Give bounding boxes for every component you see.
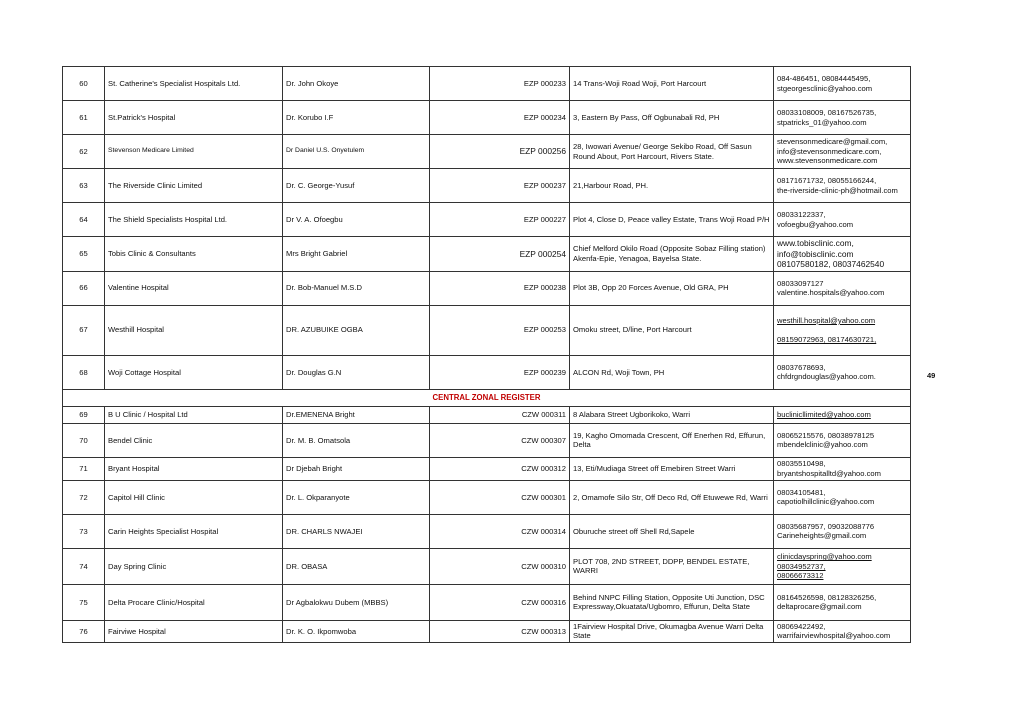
doctor-name: Dr. M. B. Omatsola xyxy=(283,423,430,457)
hospital-name: Bryant Hospital xyxy=(105,457,283,480)
registration-number: EZP 000237 xyxy=(430,169,570,203)
row-number: 75 xyxy=(63,584,105,620)
registration-number: CZW 000312 xyxy=(430,457,570,480)
row-number: 66 xyxy=(63,271,105,305)
row-number: 64 xyxy=(63,203,105,237)
contact: 08035687957, 09032088776 Carineheights@gmail.com xyxy=(774,514,911,548)
row-number: 67 xyxy=(63,305,105,355)
table-row xyxy=(63,514,911,548)
row-number: 73 xyxy=(63,514,105,548)
table-row xyxy=(63,169,911,203)
address: 19, Kagho Omomada Crescent, Off Enerhen Rd, Effurun, Delta xyxy=(570,423,774,457)
contact: 08164526598, 08128326256, deltaprocare@gmail.com xyxy=(774,584,911,620)
page-number: 49 xyxy=(927,371,936,380)
table-row xyxy=(63,237,911,272)
hospital-name: The Shield Specialists Hospital Ltd. xyxy=(105,203,283,237)
contact: 08035510498, bryantshospitalltd@yahoo.com xyxy=(774,457,911,480)
contact: 08037678693, chfdrgndouglas@yahoo.com. xyxy=(774,355,911,389)
address: 1Fairview Hospital Drive, Okumagba Avenue Warri Delta State xyxy=(570,620,774,642)
registration-number: CZW 000313 xyxy=(430,620,570,642)
registration-number: EZP 000256 xyxy=(430,135,570,169)
table-row xyxy=(63,355,911,389)
hospital-name: St.Patrick's Hospital xyxy=(105,101,283,135)
row-number: 72 xyxy=(63,480,105,514)
table-row xyxy=(63,457,911,480)
table-row xyxy=(63,584,911,620)
doctor-name: Dr. Bob-Manuel M.S.D xyxy=(283,271,430,305)
hospital-name: Bendel Clinic xyxy=(105,423,283,457)
row-number: 69 xyxy=(63,406,105,423)
table-row xyxy=(63,271,911,305)
address: 14 Trans-Woji Road Woji, Port Harcourt xyxy=(570,67,774,101)
registration-number: CZW 000314 xyxy=(430,514,570,548)
contact: www.tobisclinic.com, info@tobisclinic.com 08107580182, 08037462540 xyxy=(774,237,911,272)
registration-number: EZP 000227 xyxy=(430,203,570,237)
contact-email-link[interactable]: buclinicllimited@yahoo.com xyxy=(774,406,911,423)
registration-number: CZW 000310 xyxy=(430,548,570,584)
hospital-name: Tobis Clinic & Consultants xyxy=(105,237,283,272)
doctor-name: Mrs Bright Gabriel xyxy=(283,237,430,272)
contact-email-link[interactable]: westhill.hospital@yahoo.com xyxy=(777,315,876,325)
row-number: 71 xyxy=(63,457,105,480)
registration-number: CZW 000311 xyxy=(430,406,570,423)
contact: 08033108009, 08167526735, stpatricks_01@yahoo.com xyxy=(774,101,911,135)
address: Plot 4, Close D, Peace valley Estate, Trans Woji Road P/H xyxy=(570,203,774,237)
doctor-name: Dr Djebah Bright xyxy=(283,457,430,480)
doctor-name: Dr Agbalokwu Dubem (MBBS) xyxy=(283,584,430,620)
address: 21,Harbour Road, PH. xyxy=(570,169,774,203)
table-row xyxy=(63,101,911,135)
address: 8 Alabara Street Ugborikoko, Warri xyxy=(570,406,774,423)
doctor-name: Dr. John Okoye xyxy=(283,67,430,101)
doctor-name: Dr. K. O. Ikpomwoba xyxy=(283,620,430,642)
address: Oburuche street off Shell Rd,Sapele xyxy=(570,514,774,548)
hospital-name: Stevenson Medicare Limited xyxy=(105,135,283,169)
address: Omoku street, D/line, Port Harcourt xyxy=(570,305,774,355)
row-number: 74 xyxy=(63,548,105,584)
doctor-name: Dr.EMENENA Bright xyxy=(283,406,430,423)
hospital-name: B U Clinic / Hospital Ltd xyxy=(105,406,283,423)
registration-number: EZP 000239 xyxy=(430,355,570,389)
registration-number: CZW 000301 xyxy=(430,480,570,514)
table-row xyxy=(63,135,911,169)
doctor-name: Dr Daniel U.S. Onyetulem xyxy=(283,135,430,169)
contact: stevensonmedicare@gmail.com, info@stevensonmedicare.com, www.stevensonmedicare.com xyxy=(774,135,911,169)
row-number: 65 xyxy=(63,237,105,272)
row-number: 62 xyxy=(63,135,105,169)
address: ALCON Rd, Woji Town, PH xyxy=(570,355,774,389)
row-number: 76 xyxy=(63,620,105,642)
contact-email-link[interactable]: clinicdayspring@yahoo.com 08034952737, 08066673312 xyxy=(774,548,911,584)
address: 2, Omamofe Silo Str, Off Deco Rd, Off Etuwewe Rd, Warri xyxy=(570,480,774,514)
doctor-name: Dr. Douglas G.N xyxy=(283,355,430,389)
address: 28, Iwowari Avenue/ George Sekibo Road, Off Sasun Round About, Port Harcourt, Rivers State. xyxy=(570,135,774,169)
row-number: 63 xyxy=(63,169,105,203)
address: PLOT 708, 2ND STREET, DDPP, BENDEL ESTATE, WARRI xyxy=(570,548,774,584)
contact: 08069422492, warrifairviewhospital@yahoo.com xyxy=(774,620,911,642)
registration-number: EZP 000254 xyxy=(430,237,570,272)
hospital-name: Fairviwe Hospital xyxy=(105,620,283,642)
address: Chief Melford Okilo Road (Opposite Sobaz Filling station) Akenfa-Epie, Yenagoa, Bayelsa State. xyxy=(570,237,774,272)
row-number: 61 xyxy=(63,101,105,135)
registration-number: EZP 000233 xyxy=(430,67,570,101)
row-number: 60 xyxy=(63,67,105,101)
hospital-name: St. Catherine's Specialist Hospitals Ltd. xyxy=(105,67,283,101)
hospital-name: Delta Procare Clinic/Hospital xyxy=(105,584,283,620)
contact: 08065215576, 08038978125 mbendelclinic@yahoo.com xyxy=(774,423,911,457)
doctor-name: Dr V. A. Ofoegbu xyxy=(283,203,430,237)
section-header-row xyxy=(63,389,911,406)
table-row xyxy=(63,620,911,642)
table-row xyxy=(63,406,911,423)
register-table xyxy=(62,66,911,643)
hospital-name: The Riverside Clinic Limited xyxy=(105,169,283,203)
hospital-name: Carin Heights Specialist Hospital xyxy=(105,514,283,548)
address: Plot 3B, Opp 20 Forces Avenue, Old GRA, PH xyxy=(570,271,774,305)
doctor-name: DR. CHARLS NWAJEI xyxy=(283,514,430,548)
contact: 08034105481, capotiolhillclinic@yahoo.com xyxy=(774,480,911,514)
contact xyxy=(774,305,911,355)
hospital-name: Westhill Hospital xyxy=(105,305,283,355)
table-row xyxy=(63,480,911,514)
registration-number: EZP 000238 xyxy=(430,271,570,305)
doctor-name: Dr. Korubo I.F xyxy=(283,101,430,135)
contact: 08033097127 valentine.hospitals@yahoo.com xyxy=(774,271,911,305)
address: 13, Eti/Mudiaga Street off Emebiren Street Warri xyxy=(570,457,774,480)
address: Behind NNPC Filling Station, Opposite Uti Junction, DSC Expressway,Okuatata/Ugbomro, Effurun, Delta State xyxy=(570,584,774,620)
doctor-name: Dr. L. Okparanyote xyxy=(283,480,430,514)
address: 3, Eastern By Pass, Off Ogbunabali Rd, PH xyxy=(570,101,774,135)
row-number: 68 xyxy=(63,355,105,389)
hospital-name: Woji Cottage Hospital xyxy=(105,355,283,389)
section-title: CENTRAL ZONAL REGISTER xyxy=(63,389,911,406)
contact-phone: 08159072963, 08174630721, xyxy=(777,334,877,344)
table-row xyxy=(63,203,911,237)
registration-number: EZP 000253 xyxy=(430,305,570,355)
doctor-name: Dr. C. George-Yusuf xyxy=(283,169,430,203)
hospital-name: Day Spring Clinic xyxy=(105,548,283,584)
doctor-name: DR. OBASA xyxy=(283,548,430,584)
table-row xyxy=(63,305,911,355)
contact: 08171671732, 08055166244, the-riverside-clinic-ph@hotmail.com xyxy=(774,169,911,203)
hospital-name: Capitol Hill Clinic xyxy=(105,480,283,514)
contact: 084-486451, 08084445495, stgeorgesclinic@yahoo.com xyxy=(774,67,911,101)
contact: 08033122337, vofoegbu@yahoo.com xyxy=(774,203,911,237)
registration-number: EZP 000234 xyxy=(430,101,570,135)
table-row xyxy=(63,67,911,101)
table-row xyxy=(63,548,911,584)
registration-number: CZW 000307 xyxy=(430,423,570,457)
row-number: 70 xyxy=(63,423,105,457)
table-row xyxy=(63,423,911,457)
registration-number: CZW 000316 xyxy=(430,584,570,620)
hospital-name: Valentine Hospital xyxy=(105,271,283,305)
doctor-name: DR. AZUBUIKE OGBA xyxy=(283,305,430,355)
